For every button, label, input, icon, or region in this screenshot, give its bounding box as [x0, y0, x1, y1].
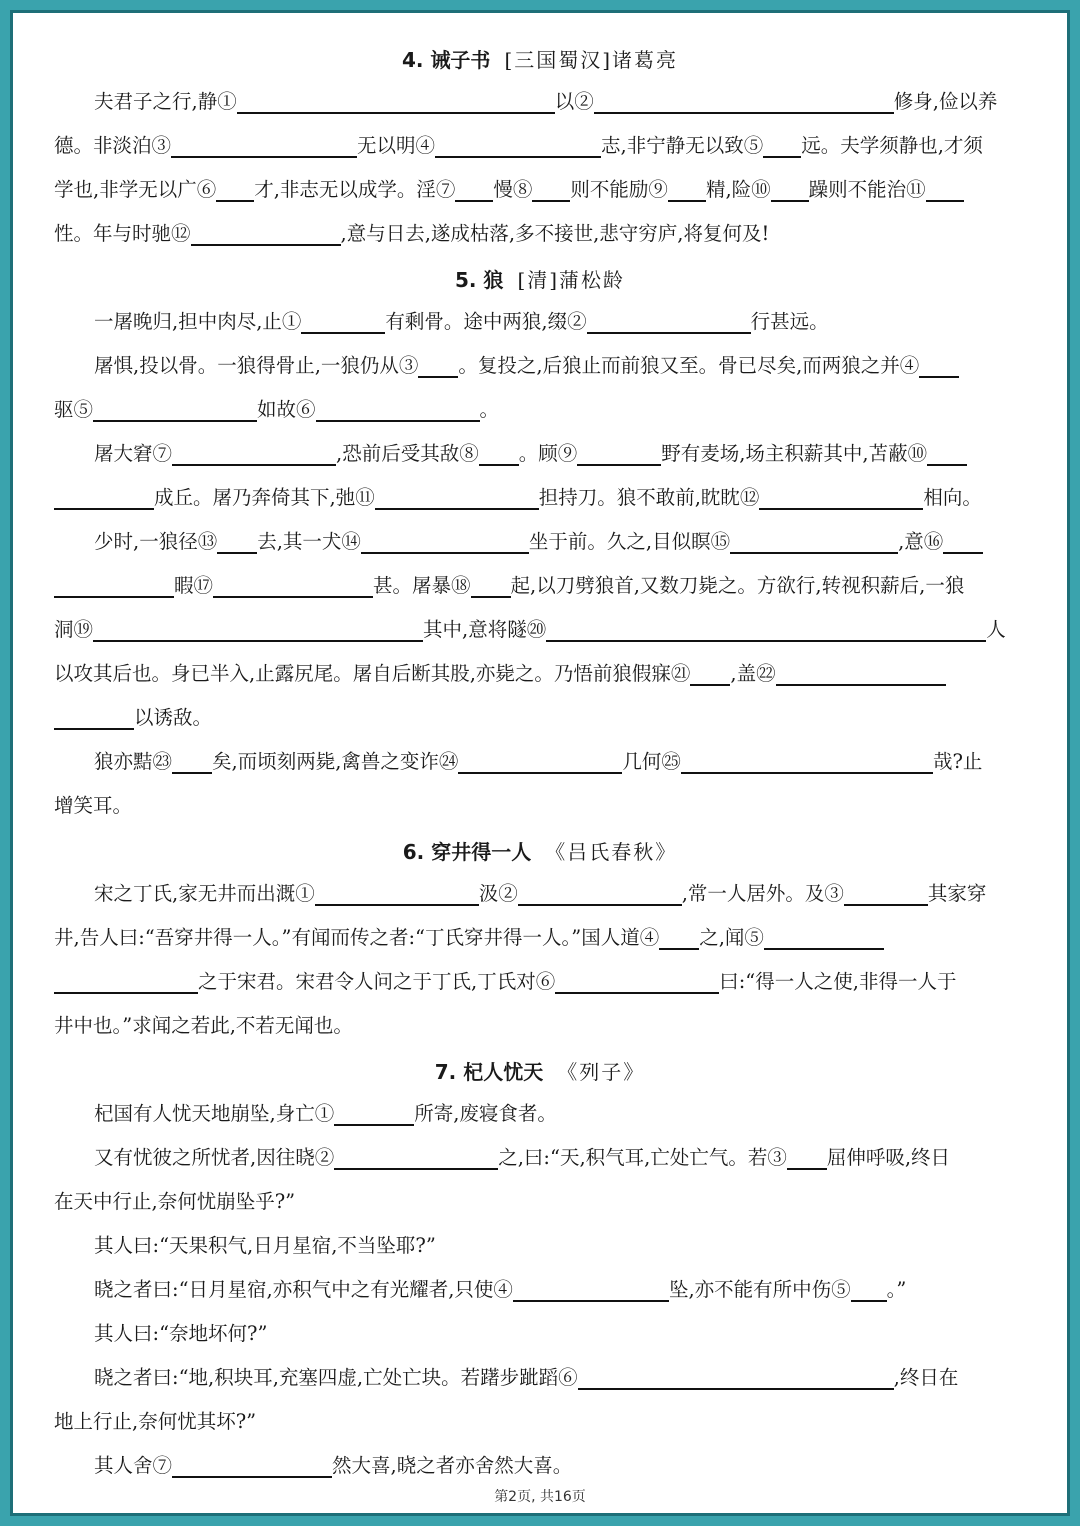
text-run: 在天中行止,奈何忧崩坠乎?” — [54, 1190, 296, 1213]
text-run: 少时,一狼径⑬ — [94, 530, 218, 553]
text-line — [54, 1444, 1026, 1488]
text-line — [54, 784, 1026, 828]
answer-blank[interactable] — [532, 174, 570, 202]
text-run: 如故⑥ — [257, 398, 316, 421]
answer-blank[interactable] — [681, 746, 933, 774]
answer-blank[interactable] — [375, 482, 539, 510]
text-run: 人 — [986, 618, 1006, 641]
text-line — [54, 916, 1026, 960]
answer-blank[interactable] — [771, 174, 809, 202]
answer-blank[interactable] — [316, 394, 480, 422]
text-run: 暇⑰ — [174, 574, 214, 597]
text-run: 晓之者曰:“日月星宿,亦积气中之有光耀者,只使④ — [94, 1278, 513, 1301]
text-run: 坐于前。久之,目似瞑⑮ — [528, 530, 731, 553]
text-run: ,意与日去,遂成枯落,多不接世,悲守穷庐,将复何及! — [340, 222, 770, 245]
answer-blank[interactable] — [458, 746, 622, 774]
answer-blank[interactable] — [315, 878, 479, 906]
text-line — [54, 476, 1026, 520]
text-run: 甚。屠暴⑱ — [373, 574, 471, 597]
text-run: 其家穿 — [927, 882, 987, 905]
answer-blank[interactable] — [191, 218, 341, 246]
section-title — [54, 828, 1026, 872]
text-run: 矣,而顷刻两毙,禽兽之变诈㉔ — [212, 750, 459, 773]
text-line — [54, 1400, 1026, 1444]
text-run: 宋之丁氏,家无井而出溉① — [94, 882, 315, 905]
answer-blank[interactable] — [435, 130, 601, 158]
text-run: 性。年与时驰⑫ — [54, 222, 191, 245]
text-line — [54, 344, 1026, 388]
text-line — [54, 1004, 1026, 1048]
text-run: 精,险⑩ — [705, 178, 771, 201]
text-line — [54, 432, 1026, 476]
text-run: 洞⑲ — [54, 618, 94, 641]
text-line — [54, 872, 1026, 916]
text-run: 远。夫学须静也,才须 — [801, 134, 983, 157]
section-title — [54, 1048, 1026, 1092]
answer-blank[interactable] — [578, 1362, 894, 1390]
text-run: 所寄,废寝食者。 — [414, 1102, 557, 1125]
text-line — [54, 300, 1026, 344]
text-run: 屠惧,投以骨。一狼得骨止,一狼仍从③ — [94, 354, 419, 377]
text-run: ,盖㉒ — [730, 662, 776, 685]
text-run: 则不能励⑨ — [570, 178, 668, 201]
answer-blank[interactable] — [171, 130, 357, 158]
answer-blank[interactable] — [668, 174, 706, 202]
text-run: ,恐前后受其敌⑧ — [336, 442, 479, 465]
section-heading: 4. 诫子书 — [401, 48, 491, 72]
text-line — [54, 608, 1026, 652]
answer-blank[interactable] — [927, 438, 967, 466]
text-run: 汲② — [478, 882, 518, 905]
answer-blank[interactable] — [216, 174, 254, 202]
text-line — [54, 1356, 1026, 1400]
text-line — [54, 520, 1026, 564]
answer-blank[interactable] — [334, 1142, 498, 1170]
text-line — [54, 1224, 1026, 1268]
text-run: 之,闻⑤ — [699, 926, 764, 949]
text-line — [54, 212, 1026, 256]
text-line — [54, 696, 1026, 740]
text-line — [54, 564, 1026, 608]
answer-blank[interactable] — [926, 174, 964, 202]
text-line — [54, 168, 1026, 212]
text-run: 又有忧彼之所忧者,因往晓② — [94, 1146, 335, 1169]
page-footer: 第2页, 共16页 — [494, 1489, 586, 1505]
answer-blank[interactable] — [455, 174, 493, 202]
text-run: 狼亦黠㉓ — [94, 750, 173, 773]
text-run: 井中也。”求闻之若此,不若无闻也。 — [54, 1014, 353, 1037]
text-run: 行甚远。 — [750, 310, 829, 333]
answer-blank[interactable] — [237, 86, 555, 114]
text-run: 屈伸呼吸,终日 — [826, 1146, 951, 1169]
text-run: 屠大窘⑦ — [94, 442, 173, 465]
text-run: 之,曰:“天,积气耳,亡处亡气。若③ — [498, 1146, 787, 1169]
text-run: 去,其一犬⑭ — [257, 530, 361, 553]
section-title — [54, 256, 1026, 300]
text-run: 增笑耳。 — [54, 794, 133, 817]
text-run: 驱⑤ — [54, 398, 94, 421]
answer-blank[interactable] — [471, 570, 511, 598]
answer-blank[interactable] — [787, 1142, 827, 1170]
text-run: 哉?止 — [932, 750, 983, 773]
text-run: 。顾⑨ — [518, 442, 578, 465]
answer-blank[interactable] — [213, 570, 373, 598]
answer-blank[interactable] — [690, 658, 730, 686]
text-run: 学也,非学无以广⑥ — [54, 178, 217, 201]
answer-blank[interactable] — [54, 966, 198, 994]
section-heading: 7. 杞人忧天 — [434, 1060, 544, 1084]
text-line — [54, 1180, 1026, 1224]
text-line — [54, 652, 1026, 696]
text-run: 其人舍⑦ — [94, 1454, 173, 1477]
text-run: 之于宋君。宋君令人问之于丁氏,丁氏对⑥ — [198, 970, 556, 993]
text-run: 几何㉕ — [622, 750, 681, 773]
answer-blank[interactable] — [764, 922, 884, 950]
answer-blank[interactable] — [919, 350, 959, 378]
text-run: 以诱敌。 — [134, 706, 213, 729]
answer-blank[interactable] — [513, 1274, 669, 1302]
text-run: ,意⑯ — [898, 530, 944, 553]
text-run: ,常一人居外。及③ — [681, 882, 844, 905]
text-run: 慢⑧ — [493, 178, 533, 201]
answer-blank[interactable] — [479, 438, 519, 466]
answer-blank[interactable] — [301, 306, 385, 334]
text-run: 然大喜,晓之者亦舍然大喜。 — [332, 1454, 573, 1477]
text-line — [54, 388, 1026, 432]
text-run: 野有麦场,场主积薪其中,苫蔽⑩ — [661, 442, 928, 465]
text-line — [54, 1092, 1026, 1136]
answer-blank[interactable] — [587, 306, 751, 334]
text-run: 有剩骨。途中两狼,缀② — [385, 310, 587, 333]
text-run: 其中,意将隧⑳ — [423, 618, 547, 641]
text-line — [54, 124, 1026, 168]
answer-blank[interactable] — [217, 526, 257, 554]
answer-blank[interactable] — [334, 1098, 414, 1126]
text-run: ,终日在 — [893, 1366, 959, 1389]
text-run: 以攻其后也。身已半入,止露尻尾。屠自后断其股,亦毙之。乃悟前狼假寐㉑ — [54, 662, 691, 685]
answer-blank[interactable] — [844, 878, 928, 906]
text-run: 担持刀。狼不敢前,眈眈⑫ — [538, 486, 760, 509]
text-line — [54, 960, 1026, 1004]
section-source: 《列子》 — [557, 1060, 646, 1084]
answer-blank[interactable] — [54, 702, 134, 730]
text-line — [54, 1268, 1026, 1312]
text-run: 。复投之,后狼止而前狼又至。骨已尽矣,而两狼之并④ — [458, 354, 920, 377]
section-heading: 6. 穿井得一人 — [402, 840, 532, 864]
answer-blank[interactable] — [93, 614, 423, 642]
section-heading: 5. 狼 — [454, 268, 504, 292]
text-run: 一屠晚归,担中肉尽,止① — [94, 310, 302, 333]
text-run: 成丘。屠乃奔倚其下,弛⑪ — [154, 486, 375, 509]
text-run: 地上行止,奈何忧其坏?” — [54, 1410, 257, 1433]
worksheet-content — [54, 36, 1026, 1488]
answer-blank[interactable] — [172, 438, 336, 466]
answer-blank[interactable] — [418, 350, 458, 378]
text-run: 起,以刀劈狼首,又数刀毙之。方欲行,转视积薪后,一狼 — [510, 574, 965, 597]
section-title — [54, 36, 1026, 80]
text-run: 夫君子之行,静① — [94, 90, 237, 113]
answer-blank[interactable] — [659, 922, 699, 950]
text-run: 坠,亦不能有所中伤⑤ — [668, 1278, 851, 1301]
answer-blank[interactable] — [361, 526, 529, 554]
answer-blank[interactable] — [763, 130, 801, 158]
answer-blank[interactable] — [54, 482, 154, 510]
answer-blank[interactable] — [93, 394, 257, 422]
section-source: 《吕氏春秋》 — [545, 840, 678, 864]
text-line — [54, 1312, 1026, 1356]
section-source: [三国蜀汉]诸葛亮 — [504, 48, 679, 72]
answer-blank[interactable] — [730, 526, 898, 554]
text-run: 德。非淡泊③ — [54, 134, 172, 157]
answer-blank[interactable] — [54, 570, 174, 598]
text-run: 曰:“得一人之使,非得一人于 — [719, 970, 957, 993]
text-run: 。 — [479, 398, 500, 421]
text-run: 才,非志无以成学。淫⑦ — [254, 178, 456, 201]
answer-blank[interactable] — [555, 966, 719, 994]
answer-blank[interactable] — [851, 1274, 887, 1302]
text-line — [54, 740, 1026, 784]
text-run: 无以明④ — [357, 134, 436, 157]
answer-blank[interactable] — [943, 526, 983, 554]
text-run: 以② — [554, 90, 594, 113]
text-run: 修身,俭以养 — [893, 90, 998, 113]
answer-blank[interactable] — [776, 658, 946, 686]
text-run: 晓之者曰:“地,积块耳,充塞四虚,亡处亡块。若躇步跐蹈⑥ — [94, 1366, 578, 1389]
text-line — [54, 1136, 1026, 1180]
text-run: 井,告人曰:“吾穿井得一人。”有闻而传之者:“丁氏穿井得一人。”国人道④ — [54, 926, 660, 949]
text-run: 相向。 — [923, 486, 982, 509]
text-line — [54, 80, 1026, 124]
text-run: 其人曰:“奈地坏何?” — [94, 1322, 268, 1345]
text-run: 志,非宁静无以致⑤ — [601, 134, 764, 157]
answer-blank[interactable] — [759, 482, 923, 510]
answer-blank[interactable] — [172, 746, 212, 774]
answer-blank[interactable] — [546, 614, 986, 642]
text-run: 躁则不能治⑪ — [808, 178, 926, 201]
text-run: 。” — [886, 1278, 907, 1301]
text-run: 其人曰:“天果积气,日月星宿,不当坠耶?” — [94, 1234, 436, 1257]
text-run: 杞国有人忧天地崩坠,身亡① — [94, 1102, 335, 1125]
answer-blank[interactable] — [594, 86, 894, 114]
answer-blank[interactable] — [172, 1450, 332, 1478]
section-source: [清]蒲松龄 — [517, 268, 626, 292]
answer-blank[interactable] — [577, 438, 661, 466]
answer-blank[interactable] — [518, 878, 682, 906]
